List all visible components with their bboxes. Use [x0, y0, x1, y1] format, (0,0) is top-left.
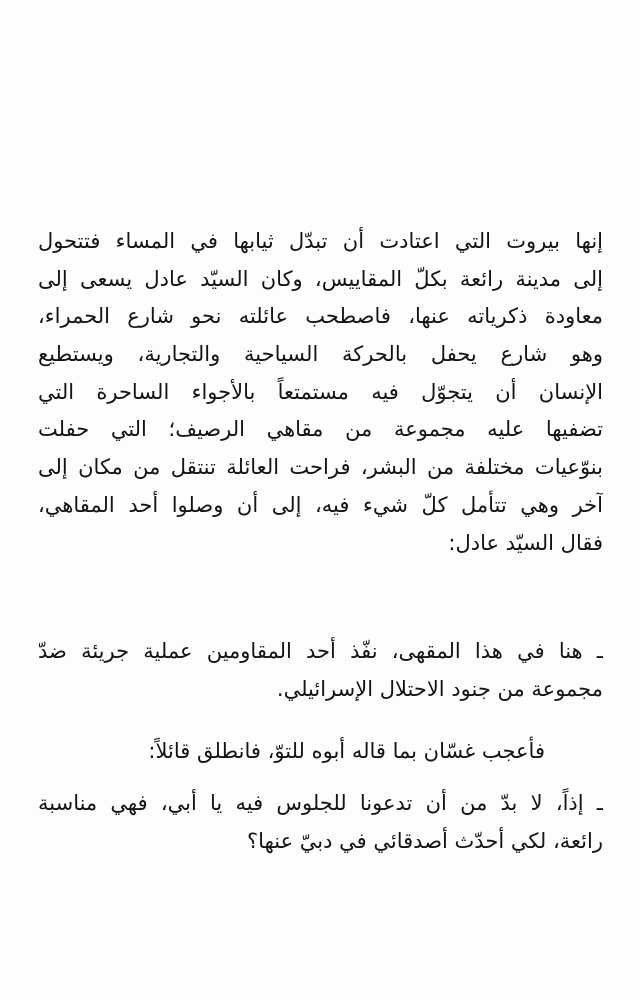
text-line: مجموعة من جنود الاحتلال الإسرائيلي. [276, 676, 603, 701]
paragraph-ghassan-reaction [38, 733, 603, 771]
text-line: فأعجب غسّان بما قاله أبوه للتوّ، فانطلق قائلاً: [148, 739, 545, 763]
text-line: معاودة ذكرياته عنها، فاصطحب عائلته نحو شارع الحمراء، [38, 304, 603, 329]
paragraph-hamra-street [38, 223, 603, 562]
text-line: فقال السيّد عادل: [448, 530, 603, 555]
text-line: الإنسان أن يتجوّل فيه مستمتعاً بالأجواء الساحرة التي [38, 379, 603, 404]
text-line: ـ هنا في هذا المقهى، نفّذ أحد المقاومين عملية جريئة ضدّ [38, 639, 603, 663]
text-line: وهو شارع يحفل بالحركة السياحية والتجارية، ويستطيع [38, 342, 603, 367]
text-line: بنوّعيات مختلفة من البشر، فراحت العائلة تنتقل من مكان إلى [38, 455, 603, 480]
text-line: رائعة، لكي أحدّث أصدقائي في دبيّ عنها؟ [247, 828, 603, 853]
text-line: ـ إذاً، لا بدّ من أن تدعونا للجلوس فيه يا أبي، فهي مناسبة [38, 791, 603, 815]
text-line: تضفيها عليه مجموعة من مقاهي الرصيف؛ التي حفلت [38, 417, 603, 442]
text-line: إلى مدينة رائعة بكلّ المقاييس، وكان السيّد عادل يسعى إلى [38, 266, 603, 291]
paragraph-father-quote [38, 633, 603, 708]
text-line: آخر وهي تتأمل كلّ شيء فيه، إلى أن وصلوا أحد المقاهي، [38, 492, 603, 517]
text-line: إنها بيروت التي اعتادت أن تبدّل ثيابها في المساء فتتحول [38, 229, 603, 253]
paragraph-ghassan-quote [38, 785, 603, 860]
